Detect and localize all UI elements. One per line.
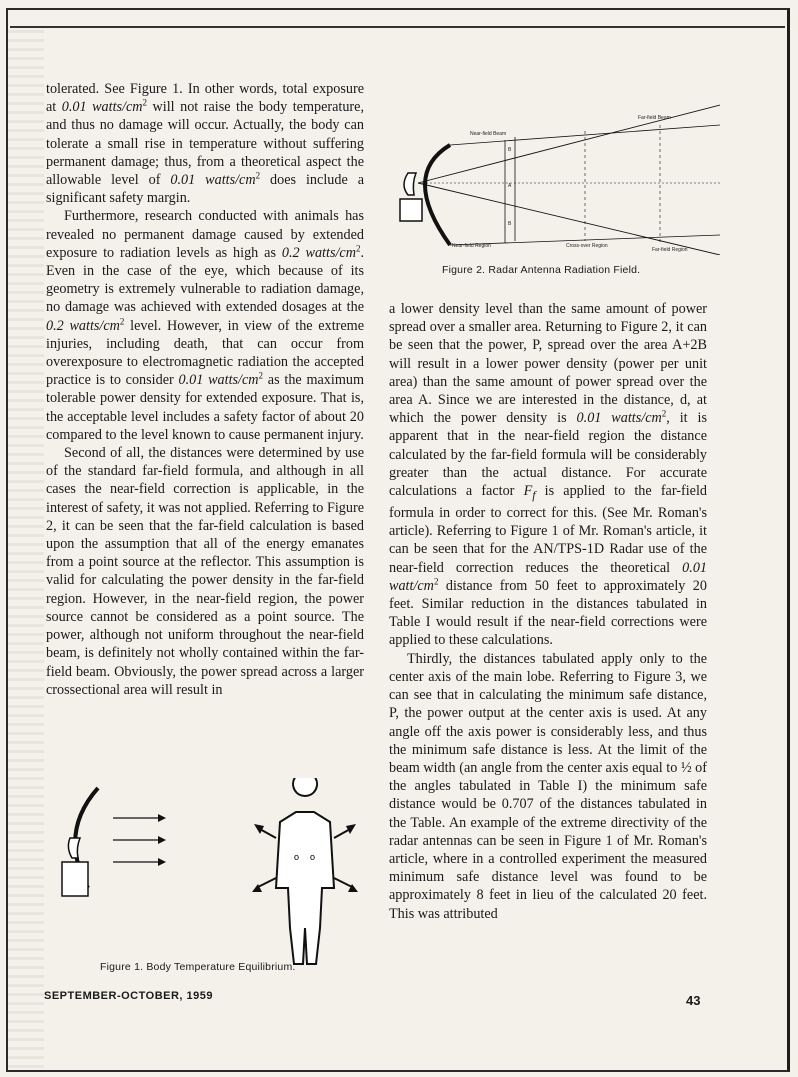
left-paragraph-1: tolerated. See Figure 1. In other words, total exposure at 0.01 watts/$cm^2$ will not raise the body temperature, and thus no damage will occur. Actually, the body can tolerate a small rise in temperature without suffering permanent damage; thus, from a theoretical aspect the allowable level of 0.01 watts/$cm^2$ does include a significant safety margin. <box>46 81 364 207</box>
page-number: 43 <box>686 993 701 1008</box>
right-paragraph-1: a lower density level than the same amount of power spread over a smaller area. Returning to Figure 2, it can be seen that the power, P, spread over the area A+2B will result in a lower power density (power per unit area) than the same amount of power spread over the area A. Since we are interested in the distance, d, at which the power density is 0.01 watts/$cm^2$, it is apparent that in the near-field region the distance calculated by the far-field formula will be considerably greater than the actual distance. For accurate calculations a factor $F_f$ is applied to the far-field formula in order to correct for this. (See Mr. Roman's article). Referring to Figure 1 of Mr. Roman's article, it can be seen that for the AN/TPS-1D Radar use of the near-field correction reduces the theoretical 0.01 watt/$cm^2$ distance from 50 feet to approximately 20 feet. Similar reduction in the distances tabulated in Table I would result if the near-field corrections were applied to these calculations. <box>389 301 707 649</box>
top-rule <box>10 26 785 28</box>
far-field-beam-label: Far-field Beam <box>638 115 671 121</box>
far-field-region-label: Far-field Region <box>652 247 688 253</box>
figure-1-body-temperature <box>58 778 368 966</box>
near-field-region-label: Near-field Region <box>452 243 491 249</box>
feed-horn <box>404 173 416 195</box>
area-b-lower-label: B <box>508 221 512 227</box>
cross-over-region-label: Cross-over Region <box>566 243 608 249</box>
left-paragraph-3: Second of all, the distances were determined by use of the standard far-field formula, and although in all cases the near-field correction is applicable, in the interest of safety, it was not applied. Referring to Figure 2, it can be seen that the far-field calculation is based upon the assumption that all of the energy emanates from a point source at the reflector. This assumption is valid for calculating the power density in the far-field region. However, in the near-field region, the power source cannot be considered as a point source. The power, although not uniform throughout the near-field beam, is definitely not wholly contained within the far-field beam. Obviously, the power spread across a larger crossectional area will result in <box>46 445 364 698</box>
fig1-feed-horn <box>68 838 80 858</box>
figure-1-caption: Figure 1. Body Temperature Equilibrium. <box>100 961 296 973</box>
area-a-label: A <box>508 183 512 189</box>
right-column <box>389 300 707 923</box>
figure-2-caption: Figure 2. Radar Antenna Radiation Field. <box>442 264 641 276</box>
reflector-dish <box>425 145 450 245</box>
issue-date: SEPTEMBER-OCTOBER, 1959 <box>44 990 214 1002</box>
svg-text:o: o <box>310 852 316 862</box>
human-figure <box>276 778 334 964</box>
right-paragraph-2: Thirdly, the distances tabulated apply only to the center axis of the main lobe. Referring to Figure 3, we can see that in calculating the minimum safe distance, P, the power output at the center axis is used. At any angle off the axis power is considerably less, and thus the minimum safe distance is less. At the limit of the beam width (an angle from the center axis equal to ½ of the angles tabulated in Table I) the minimum safe distance would be 0.707 of the distances tabulated in the Table. An example of the extreme directivity of the radar antennas can be seen in Figure 1 of Mr. Roman's article, where in a controlled experiment the measured minimum safe distance level was found to be approximately 8 feet in lieu of the calculated 20 feet. This was attributed <box>389 650 707 922</box>
fig1-pedestal <box>62 862 88 896</box>
left-column <box>46 80 364 699</box>
figure-2-radiation-field <box>390 95 720 255</box>
near-field-beam-label: Near-field Beam <box>470 131 507 137</box>
scan-noise <box>6 30 44 1070</box>
area-b-upper-label: B <box>508 147 512 153</box>
svg-text:o: o <box>294 852 300 862</box>
antenna-pedestal <box>400 199 422 221</box>
left-paragraph-2: Furthermore, research conducted with animals has revealed no permanent damage caused by extended exposure to radiation levels as high as 0.2 watts/$cm^2$. Even in the case of the eye, which because of its geometry is extremely vulnerable to radiation damage, no damage was achieved with extended dosages at the 0.2 watts/$cm^2$ level. However, in view of the extreme injuries, including death, that can occur from overexposure to electromagnetic radiation the accepted practice is to consider 0.01 watts/$cm^2$ as the maximum tolerable power density for extended exposure. That is, the acceptable level includes a safety factor of about 20 compared to the level known to cause permanent injury. <box>46 208 365 443</box>
